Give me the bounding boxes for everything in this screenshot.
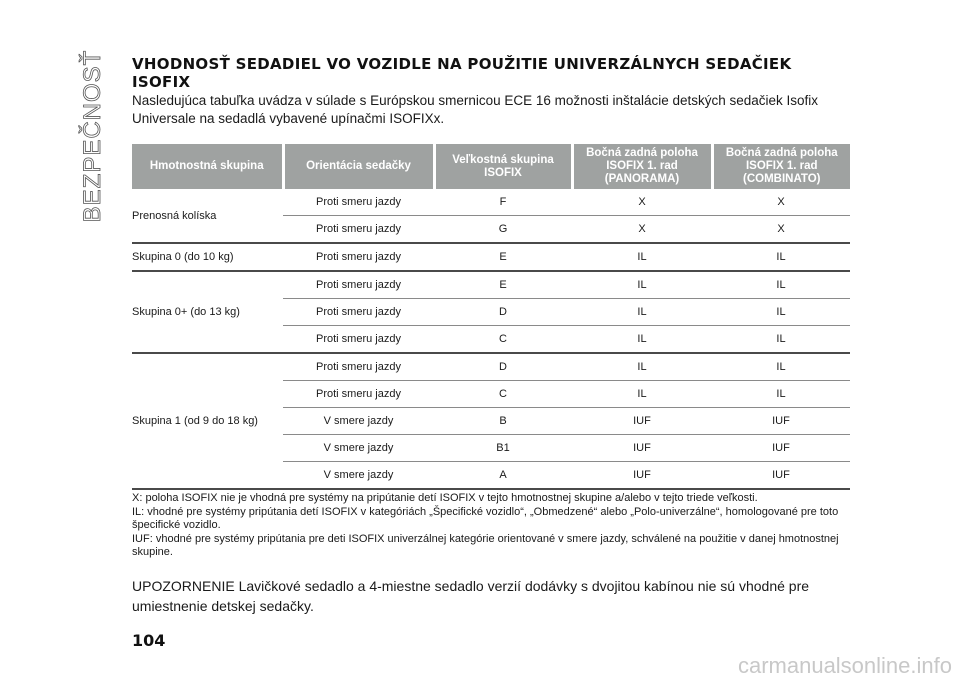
warning-paragraph: UPOZORNENIE Lavičkové sedadlo a 4-miestne sedadlo verzií dodávky s dvojitou kabínou nie sú vhodné pre umiestnenie detskej sedačky. [132,577,810,614]
combinato-cell: IL [712,299,850,326]
combinato-cell: IL [712,243,850,271]
orientation-cell: Proti smeru jazdy [283,299,434,326]
table-row [132,271,850,299]
section-side-label-text: BEZPEČNOSŤ [79,49,106,223]
watermark: carmanualsonline.info [737,653,952,678]
panorama-cell: X [572,189,712,216]
intro-paragraph: Nasledujúca tabuľka uvádza v súlade s Európskou smernicou ECE 16 možnosti inštalácie detských sedačiek Isofix Universale na sedadlá vybavené upínačmi ISOFIXx. [132,93,819,126]
orientation-cell: Proti smeru jazdy [283,326,434,354]
panorama-cell: IUF [572,408,712,435]
header-weight-group: Hmotnostná skupina [132,144,283,189]
combinato-cell: IL [712,353,850,381]
combinato-cell: X [712,216,850,244]
panorama-cell: IL [572,271,712,299]
table-header-row [132,144,850,189]
combinato-cell: X [712,189,850,216]
combinato-cell: IL [712,381,850,408]
size-class-cell: B1 [434,435,572,462]
page-number: 104 [132,631,166,650]
size-class-cell: A [434,462,572,490]
table-row [132,353,850,381]
orientation-cell: Proti smeru jazdy [283,243,434,271]
orientation-cell: V smere jazdy [283,408,434,435]
size-class-cell: E [434,243,572,271]
panorama-cell: IL [572,243,712,271]
group-name-cell: Skupina 0+ (do 13 kg) [132,271,283,353]
section-side-label [73,50,113,222]
orientation-cell: Proti smeru jazdy [283,216,434,244]
orientation-cell: Proti smeru jazdy [283,189,434,216]
panorama-cell: IUF [572,462,712,490]
panorama-cell: IL [572,353,712,381]
panorama-cell: IL [572,299,712,326]
combinato-cell: IL [712,271,850,299]
size-class-cell: D [434,353,572,381]
header-seat-orientation: Orientácia sedačky [283,144,434,189]
size-class-cell: D [434,299,572,326]
note-iuf: IUF: vhodné pre systémy pripútania pre deti ISOFIX univerzálnej kategórie orientované v smere jazdy, schválené na použitie v danej hmotnostnej skupine. [132,532,839,558]
panorama-cell: IUF [572,435,712,462]
orientation-cell: Proti smeru jazdy [283,381,434,408]
table-row [132,189,850,216]
header-size-class: Veľkostná skupina ISOFIX [434,144,572,189]
group-name-cell: Skupina 1 (od 9 do 18 kg) [132,353,283,489]
size-class-cell: G [434,216,572,244]
panorama-cell: IL [572,326,712,354]
panorama-cell: IL [572,381,712,408]
table-notes [132,492,850,560]
orientation-cell: Proti smeru jazdy [283,353,434,381]
combinato-cell: IUF [712,408,850,435]
header-panorama: Bočná zadná poloha ISOFIX 1. rad (PANORAMA) [572,144,712,189]
size-class-cell: F [434,189,572,216]
group-name-cell: Skupina 0 (do 10 kg) [132,243,283,271]
section-heading: VHODNOSŤ SEDADIEL VO VOZIDLE NA POUŽITIE UNIVERZÁLNYCH SEDAČIEK ISOFIX [132,55,792,91]
orientation-cell: Proti smeru jazdy [283,271,434,299]
size-class-cell: B [434,408,572,435]
size-class-cell: C [434,326,572,354]
combinato-cell: IUF [712,462,850,490]
isofix-table [132,144,850,490]
orientation-cell: V smere jazdy [283,462,434,490]
note-x: X: poloha ISOFIX nie je vhodná pre systémy na pripútanie detí ISOFIX v tejto hmotnostnej skupine a/alebo v tejto triede veľkosti. [132,492,758,504]
orientation-cell: V smere jazdy [283,435,434,462]
note-il: IL: vhodné pre systémy pripútania detí ISOFIX v kategóriách „Špecifické vozidlo“, „Obmedzené“ alebo „Polo-univerzálne“, homologované pre toto špecifické vozidlo. [132,505,839,531]
size-class-cell: C [434,381,572,408]
combinato-cell: IL [712,326,850,354]
combinato-cell: IUF [712,435,850,462]
header-combinato: Bočná zadná poloha ISOFIX 1. rad (COMBINATO) [712,144,850,189]
group-name-cell: Prenosná kolíska [132,189,283,243]
panorama-cell: X [572,216,712,244]
table-row [132,243,850,271]
size-class-cell: E [434,271,572,299]
page-content [132,55,850,630]
